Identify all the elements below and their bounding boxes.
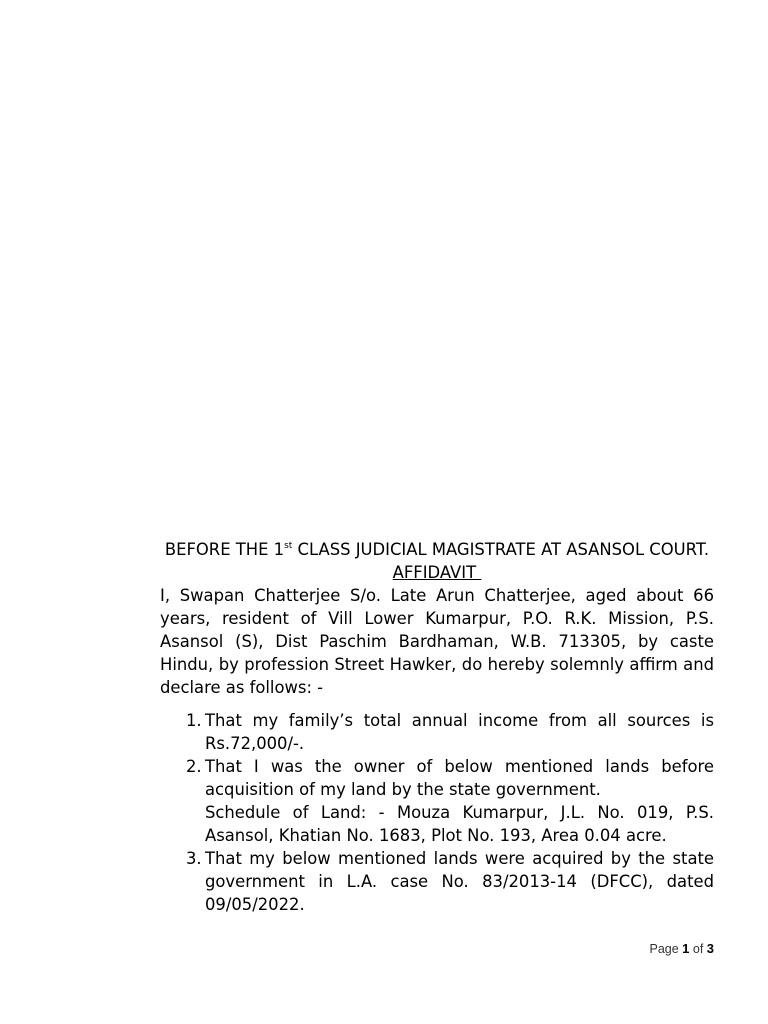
land-schedule: Schedule of Land: - Mouza Kumarpur, J.L. No. 019, P.S. Asansol, Khatian No. 1683, Plot No. 193, Area 0.04 acre. (205, 803, 714, 845)
affidavit-title (160, 561, 714, 584)
court-heading (160, 538, 714, 561)
deponent-intro: I, Swapan Chatterjee S/o. Late Arun Chatterjee, aged about 66 years, resident of Vill Lower Kumarpur, P.O. R.K. Mission, P.S. Asansol (S), Dist Paschim Bardhaman, W.B. 713305, by caste Hindu, by profession Street Hawker, do hereby solemnly affirm and declare as follows: - (160, 586, 714, 697)
page-number-footer (649, 941, 714, 956)
clause-list (160, 709, 714, 916)
affidavit-body (160, 538, 714, 916)
clause-item (160, 847, 714, 916)
clause-text: That my family’s total annual income from all sources is Rs.72,000/-. (205, 711, 714, 753)
of-label: of (689, 942, 707, 956)
clause-text: That I was the owner of below mentioned lands before acquisition of my land by the state government. (205, 757, 714, 799)
clause-number: 2. (186, 757, 202, 776)
clause-number: 1. (186, 711, 202, 730)
court-heading-part-2: CLASS JUDICIAL MAGISTRATE AT ASANSOL COURT. (292, 540, 710, 559)
current-page-number: 1 (682, 941, 690, 956)
clause-number: 3. (186, 849, 202, 868)
clause-item (160, 709, 714, 755)
page-label: Page (649, 942, 683, 956)
affidavit-title-text: AFFIDAVIT (392, 563, 482, 582)
clause-text: That my below mentioned lands were acquired by the state government in L.A. case No. 83/2013-14 (DFCC), dated 09/05/2022. (205, 849, 714, 914)
ordinal-suffix: st (284, 541, 293, 551)
court-heading-part-1: BEFORE THE 1 (164, 540, 285, 559)
total-pages-number: 3 (706, 941, 714, 956)
clause-item (160, 755, 714, 847)
